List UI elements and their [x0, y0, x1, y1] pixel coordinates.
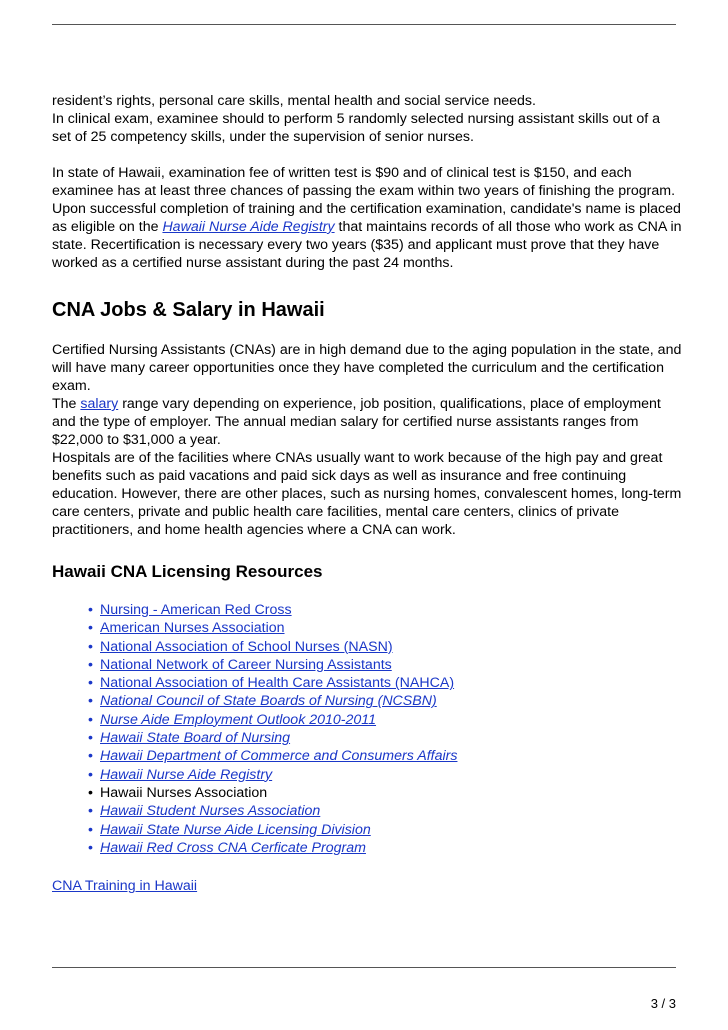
resource-hawaii-nurses-association: Hawaii Nurses Association: [100, 784, 268, 801]
list-item: [88, 766, 682, 784]
resource-link-nncna[interactable]: National Network of Career Nursing Assistants: [100, 656, 392, 673]
list-item: [88, 821, 682, 839]
list-item: [88, 601, 682, 619]
list-item: [88, 729, 682, 747]
header-rule: [52, 24, 676, 25]
list-item: [88, 692, 682, 710]
page-content: [52, 92, 682, 895]
jobs-salary-heading: CNA Jobs & Salary in Hawaii: [52, 299, 325, 321]
list-item: [88, 839, 682, 857]
intro-paragraph-1: [52, 92, 682, 146]
intro-line-2: In clinical exam, examinee should to perform 5 randomly selected nursing assistant skills out of a set of 25 competency skills, under the supervision of senior nurses.: [52, 111, 660, 145]
resource-link-nurse-aide-registry[interactable]: Hawaii Nurse Aide Registry: [100, 766, 273, 783]
list-item: [88, 619, 682, 637]
salary-link[interactable]: salary: [80, 396, 119, 412]
jobs-paragraph-1: Certified Nursing Assistants (CNAs) are in high demand due to the aging population in the state, and will have many career opportunities once they have completed the curriculum and the certification exam.: [52, 342, 682, 394]
intro-paragraph-2: In state of Hawaii, examination fee of written test is $90 and of clinical test is $150, and each examinee has at least three chances of passing the exam within two years of finishing the program.: [52, 165, 676, 199]
resource-link-red-cross-cna[interactable]: Hawaii Red Cross CNA Cerficate Program: [100, 839, 366, 856]
jobs-p2-before: The: [52, 396, 81, 412]
jobs-paragraph-2: [52, 395, 682, 449]
intro-line-1: resident’s rights, personal care skills, mental health and social service needs.: [52, 93, 536, 109]
intro-paragraph-3: [52, 200, 682, 272]
cna-training-link[interactable]: CNA Training in Hawaii: [52, 878, 198, 895]
list-item: [88, 802, 682, 820]
list-item: [88, 747, 682, 765]
nurse-aide-registry-link[interactable]: Hawaii Nurse Aide Registry: [162, 219, 335, 235]
intro-p3-after: that maintains records of all those who work as CNA in state. Recertification is necessary every two years ($35) and applicant must prove that they have worked as a certified nurse assistant during the past 24 months.: [52, 219, 682, 271]
resource-link-board-of-nursing[interactable]: Hawaii State Board of Nursing: [100, 730, 291, 747]
resource-link-red-cross[interactable]: Nursing - American Red Cross: [100, 602, 292, 618]
page-number: 3 / 3: [650, 996, 676, 1011]
resources-list: [52, 601, 682, 857]
list-item: [88, 711, 682, 729]
resources-heading: Hawaii CNA Licensing Resources: [52, 562, 323, 581]
resource-link-licensing-division[interactable]: Hawaii State Nurse Aide Licensing Division: [100, 821, 371, 838]
list-item: [88, 784, 682, 802]
resource-link-nasn[interactable]: National Association of School Nurses (NASN): [100, 638, 393, 655]
resource-link-student-nurses[interactable]: Hawaii Student Nurses Association: [100, 803, 321, 820]
jobs-p2-after: range vary depending on experience, job position, qualifications, place of employment and the type of employer. The annual median salary for certified nurse assistants ranges from $22,000 to $31,000 a year.: [52, 396, 661, 448]
intro-p3-before: Upon successful completion of training and the certification examination, candidate's name is placed as eligible on the: [52, 201, 681, 235]
resource-link-employment-outlook[interactable]: Nurse Aide Employment Outlook 2010-2011: [100, 711, 377, 728]
list-item: [88, 674, 682, 692]
jobs-paragraph-3: Hospitals are of the facilities where CNAs usually want to work because of the high pay and great benefits such as paid vacations and paid sick days as well as insurance and free continuing education. However, there are other places, such as nursing homes, convalescent homes, long-term care centers, private and public health care facilities, mental care centers, clinics of private practitioners, and home health agencies where a CNA can work.: [52, 450, 682, 538]
footer-link-paragraph: [52, 877, 682, 895]
footer-rule: [52, 967, 676, 968]
resource-link-nahca[interactable]: National Association of Health Care Assistants (NAHCA): [100, 675, 455, 692]
resource-link-ana[interactable]: American Nurses Association: [100, 620, 285, 637]
resource-link-dcca[interactable]: Hawaii Department of Commerce and Consumers Affairs: [100, 748, 458, 765]
paragraph-gap: [52, 146, 682, 164]
list-item: [88, 638, 682, 656]
resource-link-ncsbn[interactable]: National Council of State Boards of Nursing (NCSBN): [100, 693, 437, 710]
list-item: [88, 656, 682, 674]
